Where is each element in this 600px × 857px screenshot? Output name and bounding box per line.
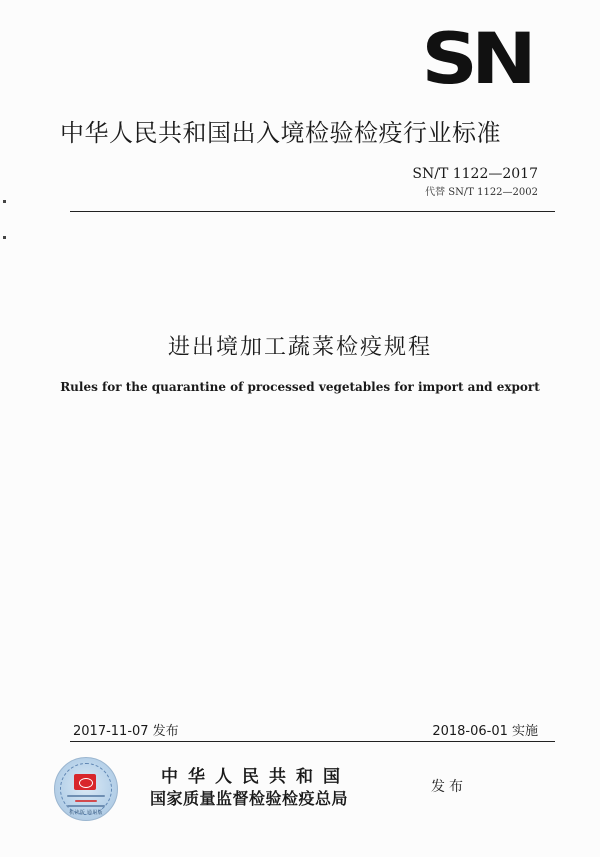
industry-standard-title: 中华人民共和国出入境检验检疫行业标准 bbox=[60, 119, 501, 147]
seal-caption: 机读版 通用版 bbox=[69, 810, 103, 816]
top-divider bbox=[70, 211, 555, 212]
scan-mark bbox=[3, 200, 6, 203]
issuer-country: 中华人民共和国 bbox=[161, 767, 350, 787]
sn-logo: SN bbox=[421, 18, 530, 100]
publish-date: 2017-11-07 发布 bbox=[73, 724, 179, 739]
issuer-agency: 国家质量监督检验检疫总局 bbox=[150, 789, 349, 808]
standard-number-block bbox=[412, 166, 538, 198]
english-title: Rules for the quarantine of processed vegetables for import and export bbox=[60, 380, 540, 394]
seal-emblem bbox=[74, 774, 96, 790]
seal-lines bbox=[67, 795, 105, 810]
bottom-divider bbox=[70, 741, 555, 742]
scan-mark bbox=[3, 236, 6, 239]
anti-counterfeit-seal-icon bbox=[54, 757, 118, 821]
standard-number: SN/T 1122—2017 bbox=[412, 166, 538, 182]
chinese-title: 进出境加工蔬菜检疫规程 bbox=[167, 335, 432, 360]
release-label: 发布 bbox=[431, 779, 467, 795]
replaces-standard: 代替 SN/T 1122—2002 bbox=[425, 187, 538, 198]
implement-date: 2018-06-01 实施 bbox=[432, 724, 538, 739]
